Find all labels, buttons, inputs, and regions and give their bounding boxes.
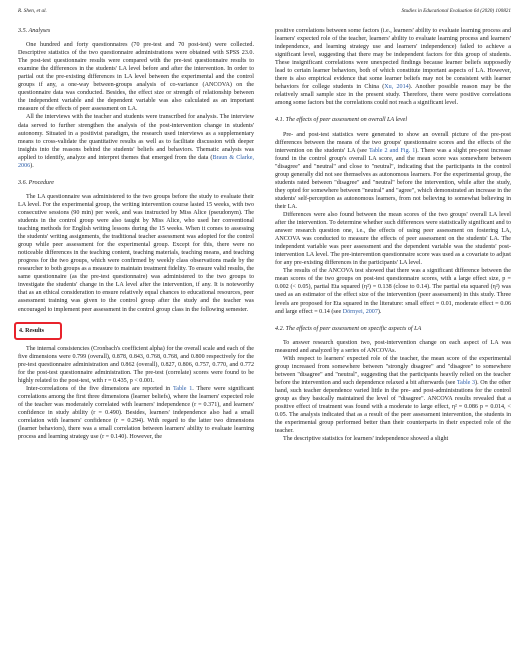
table-ref-link[interactable]: Table 3 [456,379,476,386]
left-column [18,27,254,441]
paragraph: Differences were also found between the mean scores of the two groups' overall LA level after the intervention. To determine whether such differences were statistically significant and to answer research question one, i.e., the effects of using peer assessment on fostering LA, ANCOVA was conducted to measure the effects of peer assessment on the students' LA. The independent variable was peer assessment and the dependent variable was the students' post-intervention LA level. The pre-intervention questionnaire score was used as a covariate to adjust for any pre-existing differences in the participants' LA level. [275,211,511,267]
citation-link[interactable]: Xu, 2014 [384,84,409,91]
paragraph: Pre- and post-test statistics were generated to show an overall picture of the pre-post differences between the means of the two groups' questionnaire scores and the effects of the intervention on the students' LA (see Table 2 and Fig. 1). There was a slight pre-post increase found in the control group's overall LA score, and the mean score was somewhere between "disagree" and "neutral" and close to "neutral", indicating that the participants in the control group generally did not see themselves as autonomous learners. For the experimental group, the students rated between "disagree" and "neutral" before the intervention, while after the study, they opted for somewhere between "neutral" and "agree", which demonstrated an increase in the students' self-perception as autonomous learners, from not believing to somewhat believing in their LA. [275,131,511,210]
section-heading-procedure: 3.6. Procedure [18,179,54,186]
results-heading-wrapper [18,322,254,340]
section-heading-4-1: 4.1. The effects of peer assessment on overall LA level [275,117,408,124]
paragraph: The results of the ANCOVA test showed that there was a significant difference between the mean scores of the two groups on post-test questionnaire scores, with a large effect size, p = 0.002 (< 0.05), partial Eta squared (η²) = 0.138 (close to 0.14). The partial eta squared (η²) was used as an estimator of the effect size of the intervention (peer assessment) in this study. Three levels are proposed for Eta squared in the literature: small effect = 0.01, moderate effect = 0.06 and large effect = 0.14 (see Dörnyei, 2007). [275,268,511,315]
paragraph: positive correlations between some factors (i.e., learners' ability to evaluate learning process and learners' expected role of the teacher, learners' ability to evaluate learning process and learners' independence, and learning strategy use and learners' independence) failed to achieve a significant level, suggesting that there may be independent factors for this group of students. These insignificant correlations were unexpected findings because learner beliefs supposedly lead to certain learner behaviors, both of which constitute important aspects of LA. However, there is also empirical evidence that some learner beliefs may not be consistent with learner behaviors for college students in China (Xu, 2014). Another possible reason may be the relatively small sample size in the present study. Therefore, there were positive correlations among some factors but the correlations could not reach a significant level. [275,28,511,107]
paragraph: With respect to learners' expected role of the teacher, the mean score of the experimental group increased from somewhere between "strongly disagree" and "disagree" to somewhere between "disagree" and "neutral", suggesting that the participants heavily relied on the teacher before the intervention and such dependence relaxed a bit afterwards (see Table 3). On the other hand, such teacher dependence varied little in the pre- and post-administrations for the control group as they basically maintained the level of "disagree". ANCOVA results revealed that a positive effect of treatment was found with a moderate to large effect, η² = 0.086 p = 0.014, < 0.05. The analysis indicated that as a result of the peer assessment intervention, the students in the experimental group performed better than their counterparts in their expected role of the teacher. [275,355,511,435]
right-column [275,27,511,443]
citation-link[interactable]: Braun & Clarke, 2006 [18,154,254,169]
table-ref-link[interactable]: Table 1 [172,385,193,392]
section-heading-analyses: 3.5. Analyses [18,28,51,34]
table-figure-ref-link[interactable]: Table 2 and Fig. 1 [368,147,416,154]
citation-link[interactable]: Dörnyei, 2007 [342,308,378,315]
paragraph: The LA questionnaire was administered to the two groups before the study to evaluate their LA level. For the experimental group, the writing intervention course lasted 15 weeks, with two consecutive sessions (90 min) per week, and was instructed by Miss Alice (pseudonym). The students in the control group were also taught by Miss Alice, who used her conventional teaching methods for English writing lessons during the 15 weeks. When it comes to assessing the students' writing assignments, the traditional teacher assessment was adopted for the control group while peer assessment for the experimental group. Except for this, there were no noticeable differences in the teaching content, teaching materials, teaching means, and teaching progress for the two groups, which were confirmed by weekly class observations made by the researcher to both groups as a measure to maintain treatment fidelity. To ensure valid results, the same questionnaire (as the pre-test questionnaire) was administered to the two groups to investigate the students' change in the LA level after the intervention, if any. It is noteworthy that as an ethical consideration to ensure relatively equal chances to educational resources, peer assessment training was given to the control group after the study and the teacher was encouraged to implement peer assessment in the control group class in the following semester. [18,193,254,313]
running-header [18,8,511,18]
header-authors: R. Shen, et al. [18,8,47,14]
paragraph: Inter-correlations of the five dimensions are reported in Table 1. There were significant correlations among the first three dimensions (learner beliefs), where the learners' expected role of the teacher was moderately correlated with learners' independence (r = 0.371), and learners' confidence in study ability (r = 0.490). Besides, learners' independence also had a small correlation with learners' confidence (r = 0.294). With regard to the latter two dimensions (learner behaviors), there was a small correlation between learners' ability to evaluate learning process and learning strategy use (r = 0.140). However, the [18,385,254,441]
paragraph: The internal consistencies (Cronbach's coefficient alpha) for the overall scale and each of the five dimensions were 0.799 (overall), 0.878, 0.843, 0.768, 0.768, and 0.800 respectively for the pre-test questionnaire administration and 0.862 (overall), 0.827, 0.806, 0.757, 0.770, and 0.772 for the post-test questionnaire administration. The pre-test (correlate) scores were found to be highly related to the post-test, with r = 0.435, p < 0.001. [18,345,254,384]
section-heading-4-2: 4.2. The effects of peer assessment on specific aspects of LA [275,325,422,332]
paragraph: The descriptive statistics for learners' independence showed a slight [283,436,449,443]
section-heading-results: 4. Results [14,322,62,340]
paragraph: To answer research question two, post-intervention change on each aspect of LA was measured and analyzed by a series of ANCOVAs. [275,339,511,354]
paragraph: One hundred and forty questionnaires (70 pre-test and 70 post-test) were collected. Descriptive statistics of the two questionnaire administrations were obtained with SPSS 23.0. The post-test questionnaire results were compared with the pre-test questionnaire results to examine the differences in the students' LA level before and after the intervention. In order to partial out the pre-existing differences in LA level between the experimental and the control groups if any, a one-way between-groups analysis of co-variance (ANCOVA) on the questionnaire data was conducted. Besides, the effect size or strength of relationship between the independent variable and the dependent variable was also calculated as an important measure of the effects of peer assessment on LA. [18,42,254,113]
header-journal: Studies in Educational Evaluation 64 (2020) 100821 [401,8,511,14]
paragraph: All the interviews with the teacher and students were transcribed for analysis. The interview data served to further strengthen the analysis of the post-intervention change in students' autonomy. Situated in a positivist paradigm, the research used interviews as a supplementary means to cross-validate the quantitative results as well as to facilitate discussion with deeper insights into the reasons behind the students' beliefs and behaviors. Thematic analysis was applied to identify, analyze and interpret themes that emerged from the data (Braun & Clarke, 2006). [18,114,254,169]
